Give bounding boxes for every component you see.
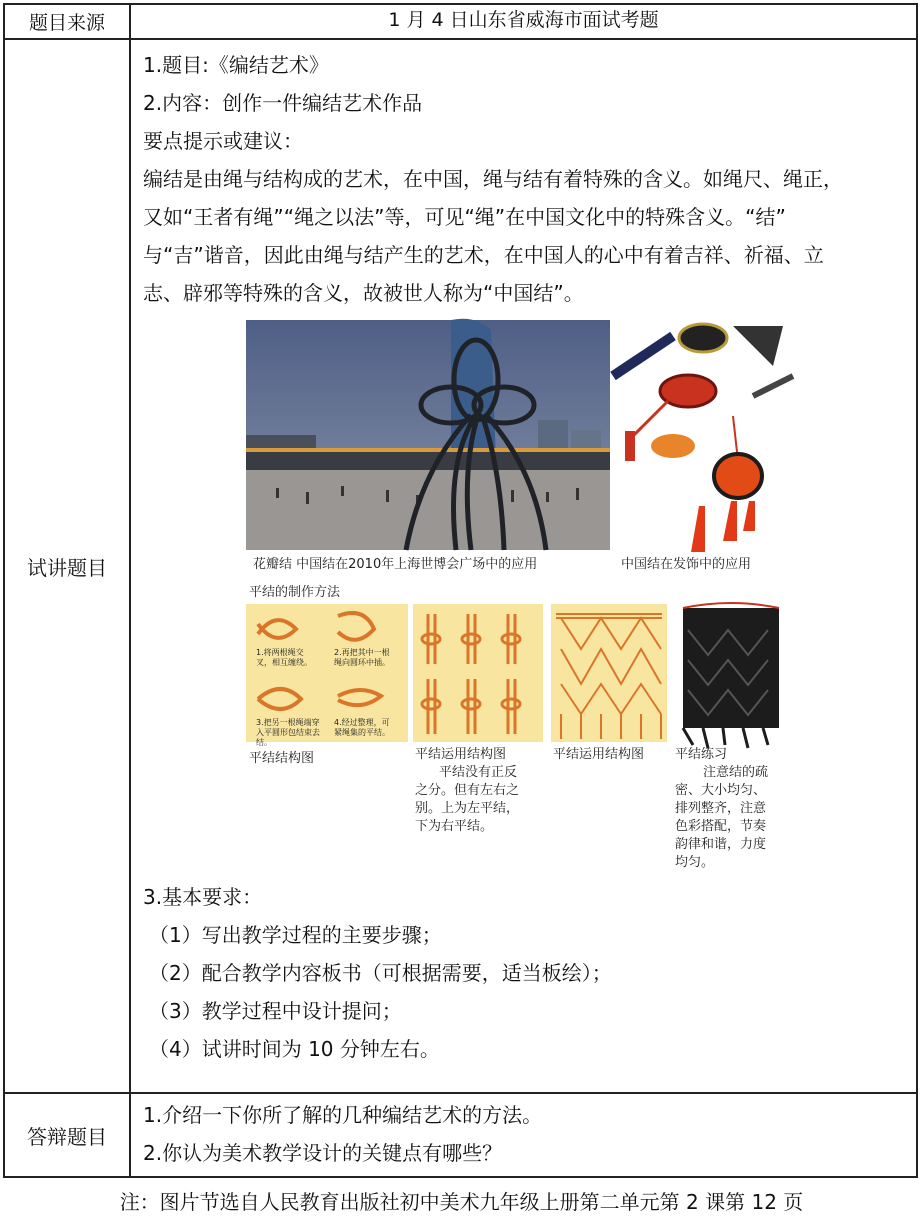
intro-para-1: 编结是由绳与结构成的艺术，在中国，绳与结有着特殊的含义。如绳尺、绳正，	[143, 167, 843, 191]
apply1-caption-line-2: 之分。但有左右之	[415, 783, 520, 798]
content-line: 2.内容：创作一件编结艺术作品	[143, 91, 423, 115]
intro-para-2: 又如“王者有绳”“绳之以法”等，可见“绳”在中国文化中的特殊含义。“结”	[143, 205, 786, 229]
source-value: 1 月 4 日山东省威海市面试考题	[130, 4, 917, 39]
topic-line: 1.题目:《编结艺术》	[143, 53, 329, 77]
source-label: 题目来源	[4, 4, 130, 39]
intro-para-4: 志、辟邪等特殊的含义，故被世人称为“中国结”。	[143, 281, 584, 305]
flat-knot-practice-photo	[673, 600, 789, 750]
step-2: 2.再把其中一根绳向圆环中插。	[334, 648, 390, 667]
flat-knot-apply-panel-2	[551, 604, 667, 742]
req-item: （3）教学过程中设计提问；	[149, 999, 402, 1023]
practice-caption-line-5: 韵律和谐，力度	[675, 837, 767, 852]
exam-table	[3, 3, 918, 1178]
step-3: 3.把另一根绳端穿入平圆形包结束去结。	[256, 718, 320, 747]
hair-caption: 中国结在发饰中的应用	[621, 557, 752, 572]
plaza-caption: 花瓣结 中国结在2010年上海世博会广场中的应用	[253, 557, 538, 572]
req-item: （1）写出教学过程的主要步骤；	[149, 923, 442, 947]
defense-row	[4, 1093, 917, 1177]
apply1-caption-line-3: 别。上为左平结，	[415, 801, 520, 816]
defense-q2: 2.你认为美术教学设计的关键点有哪些？	[143, 1141, 503, 1165]
knot-steps-panel	[246, 604, 408, 747]
struct-caption: 平结结构图	[249, 751, 315, 766]
req-item: （2）配合教学内容板书（可根据需要，适当板绘）；	[149, 961, 612, 985]
tips-title: 要点提示或建议：	[143, 129, 303, 153]
trial-content	[130, 39, 917, 1093]
trial-row	[4, 39, 917, 1093]
practice-caption-line-4: 色彩搭配，节奏	[675, 819, 767, 834]
req-title: 3.基本要求：	[143, 885, 263, 909]
practice-caption-title: 平结练习	[675, 747, 728, 762]
defense-content	[130, 1093, 917, 1177]
apply1-caption-line-1: 平结没有正反	[439, 765, 518, 780]
step-1: 1.将两根绳交叉，相互缠绕。	[256, 648, 312, 667]
defense-label: 答辩题目	[4, 1093, 130, 1177]
plaza-knot-photo	[246, 320, 610, 550]
trial-label: 试讲题目	[4, 39, 130, 1093]
flat-knot-apply-panel-1	[413, 604, 543, 742]
intro-para-3: 与“吉”谐音，因此由绳与结产生的艺术，在中国人的心中有着吉祥、祈福、立	[143, 243, 824, 267]
step-4: 4.经过整理，可紧绳集的平结。	[334, 718, 390, 737]
apply1-caption-title: 平结运用结构图	[415, 747, 507, 762]
method-title: 平结的制作方法	[249, 585, 341, 600]
practice-caption-line-2: 密、大小均匀、	[675, 783, 767, 798]
source-note: 注：图片节选自人民教育出版社初中美术九年级上册第二单元第 2 课第 12 页	[119, 1190, 804, 1214]
practice-caption-line-3: 排列整齐，注意	[675, 801, 767, 816]
apply2-caption: 平结运用结构图	[553, 747, 645, 762]
figures-area	[143, 316, 906, 876]
req-item: （4）试讲时间为 10 分钟左右。	[149, 1037, 440, 1061]
practice-caption-line-1: 注意结的疏	[703, 765, 769, 780]
practice-caption-line-6: 均匀。	[675, 855, 715, 870]
hair-knot-photo	[613, 316, 793, 552]
defense-q1: 1.介绍一下你所了解的几种编结艺术的方法。	[143, 1103, 543, 1127]
header-row	[4, 4, 917, 39]
requirements	[143, 878, 906, 1068]
apply1-caption-line-4: 下为右平结。	[415, 819, 494, 834]
